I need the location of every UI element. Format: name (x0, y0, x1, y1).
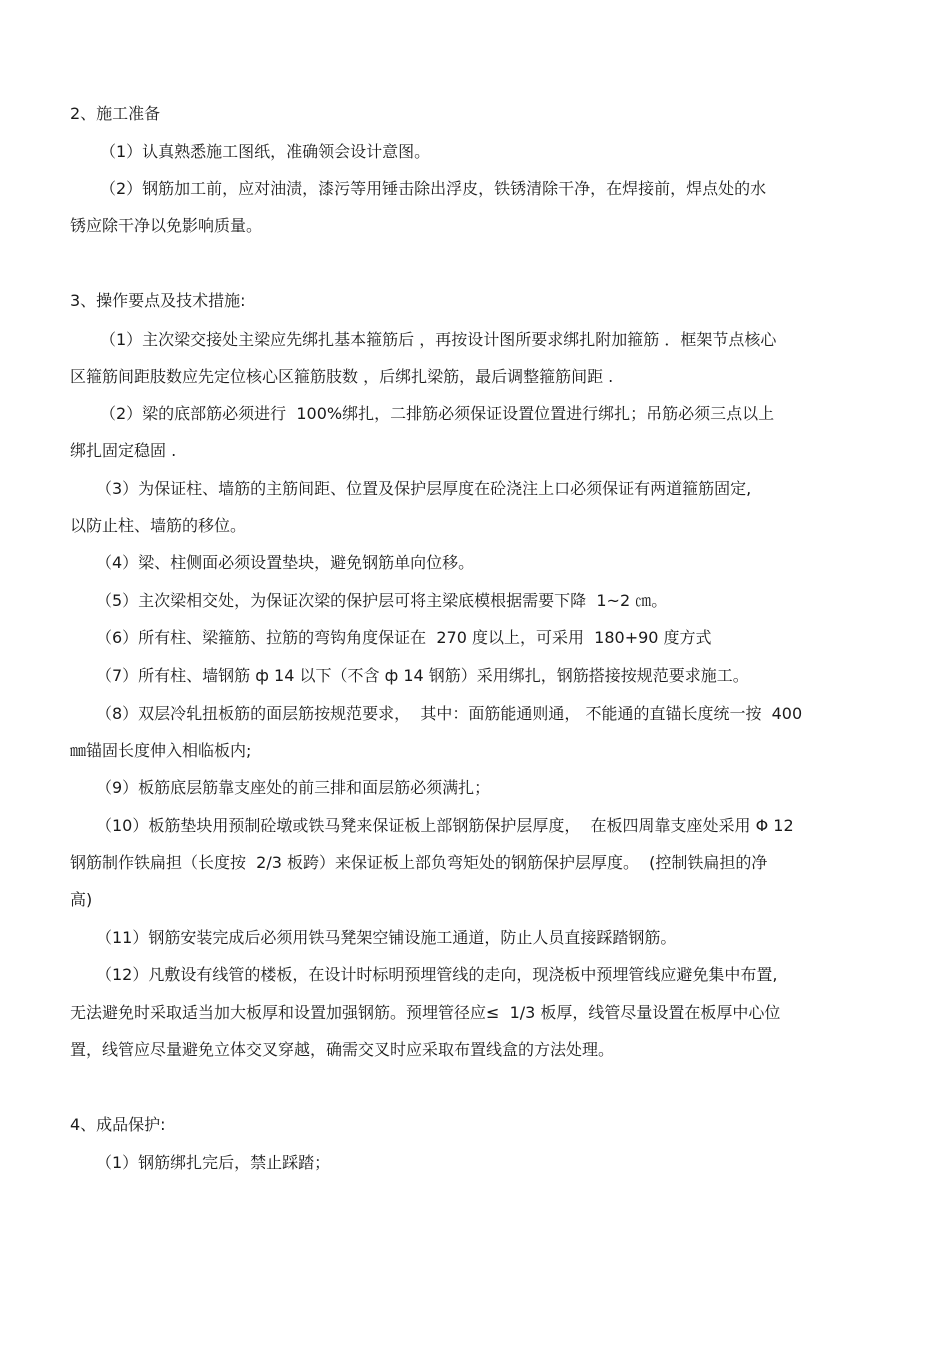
paragraph-line: （8）双层冷轧扭板筋的面层筋按规范要求， 其中：面筋能通则通， 不能通的直锚长度统一按 400 (96, 704, 803, 723)
paragraph-line: （2）钢筋加工前，应对油渍，漆污等用锤击除出浮皮，铁锈清除干净，在焊接前，焊点处的水 (100, 179, 767, 198)
paragraph-line: （6）所有柱、梁箍筋、拉筋的弯钩角度保证在 270 度以上，可采用 180+90 度方式 (96, 628, 712, 647)
paragraph-line: （2）梁的底部筋必须进行 100%绑扎，二排筋必须保证设置位置进行绑扎；吊筋必须三点以上 (100, 404, 775, 423)
paragraph-line: （1）钢筋绑扎完后，禁止踩踏； (96, 1153, 331, 1172)
paragraph-line: （11）钢筋安装完成后必须用铁马凳架空铺设施工通道，防止人员直接踩踏钢筋。 (96, 928, 677, 947)
section-heading-2: 2、施工准备 (70, 104, 161, 123)
section-heading-4: 4、成品保护: (70, 1115, 166, 1134)
paragraph-line: （4）梁、柱侧面必须设置垫块，避免钢筋单向位移。 (96, 553, 475, 572)
paragraph-line: 置，线管应尽量避免立体交叉穿越，确需交叉时应采取布置线盒的方法处理。 (70, 1040, 615, 1059)
paragraph-line: （1）认真熟悉施工图纸，准确领会设计意图。 (100, 142, 431, 161)
paragraph-line: 以防止柱、墙筋的移位。 (70, 516, 247, 535)
paragraph-line: 绑扎固定稳固 . (70, 441, 177, 460)
paragraph-line: 高) (70, 890, 93, 909)
paragraph-line: ㎜锚固长度伸入相临板内; (70, 741, 252, 760)
paragraph-line: 区箍筋间距肢数应先定位核心区箍筋肢数 ，后绑扎梁筋，最后调整箍筋间距 . (70, 367, 614, 386)
section-heading-3: 3、操作要点及技术措施: (70, 291, 246, 310)
paragraph-line: （5）主次梁相交处，为保证次梁的保护层可将主梁底模根据需要下降 1~2 ㎝。 (96, 591, 668, 610)
paragraph-line: （10）板筋垫块用预制砼墩或铁马凳来保证板上部钢筋保护层厚度， 在板四周靠支座处采用 Φ 12 (96, 816, 794, 835)
paragraph-line: （3）为保证柱、墙筋的主筋间距、位置及保护层厚度在砼浇注上口必须保证有两道箍筋固定, (96, 479, 752, 498)
paragraph-line: 无法避免时采取适当加大板厚和设置加强钢筋。预埋管径应≤ 1/3 板厚，线管尽量设置在板厚中心位 (70, 1003, 781, 1022)
paragraph-line: （9）板筋底层筋靠支座处的前三排和面层筋必须满扎； (96, 778, 491, 797)
paragraph-line: 锈应除干净以免影响质量。 (70, 216, 263, 235)
paragraph-line: 钢筋制作铁扁担（长度按 2/3 板跨）来保证板上部负弯矩处的钢筋保护层厚度。 (控制铁扁担的净 (70, 853, 768, 872)
paragraph-line: （1）主次梁交接处主梁应先绑扎基本箍筋后 ，再按设计图所要求绑扎附加箍筋 ．框架节点核心 (100, 330, 777, 349)
paragraph-line: （12）凡敷设有线管的楼板，在设计时标明预埋管线的走向，现浇板中预埋管线应避免集中布置, (96, 965, 778, 984)
paragraph-line: （7）所有柱、墙钢筋 ф 14 以下（不含 ф 14 钢筋）采用绑扎，钢筋搭接按规范要求施工。 (96, 666, 749, 685)
